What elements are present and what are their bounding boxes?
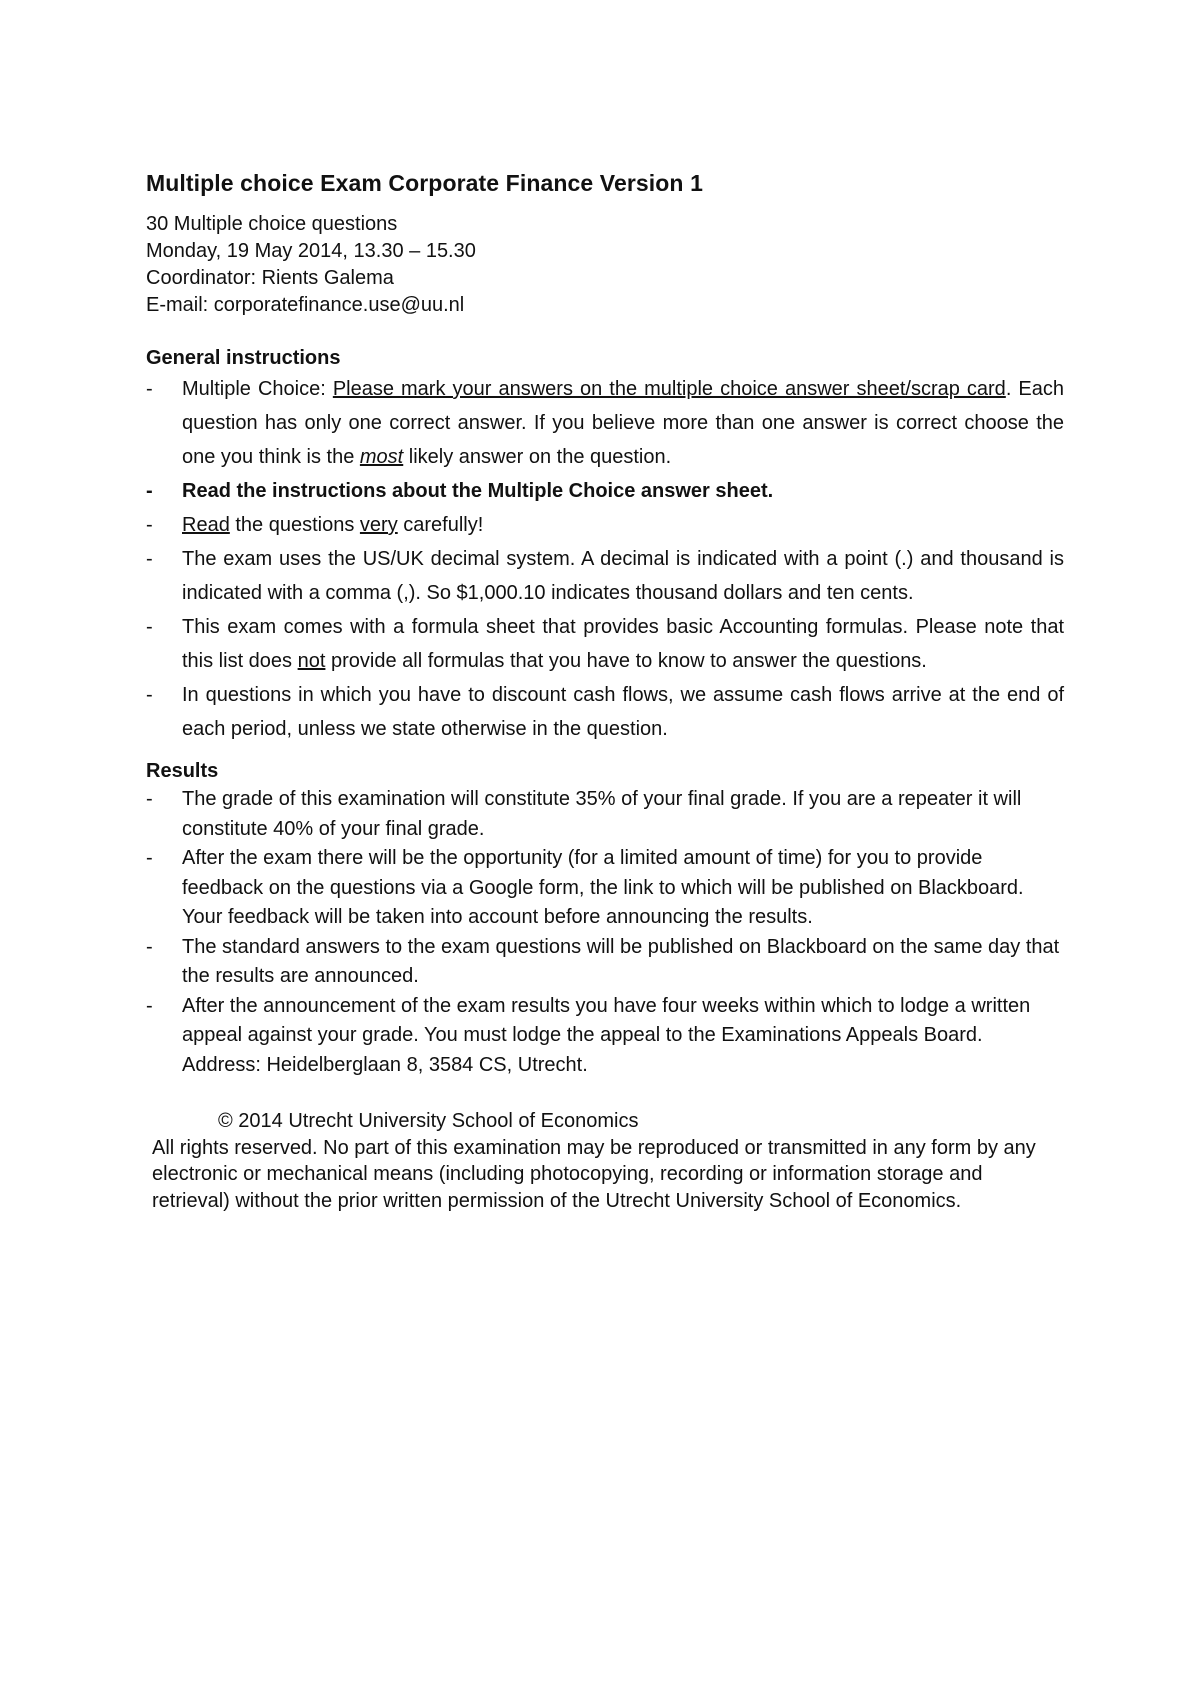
copyright-line: © 2014 Utrecht University School of Economics — [218, 1110, 639, 1132]
results-item-appeal: - After the announcement of the exam results you have four weeks within which to lodge a written appeal against your grade. You must lodge the appeal to the Examinations Appeals Board. Address: Heidelberglaan 8, 3584 CS, Utrecht. — [146, 992, 1064, 1081]
results-item-grade-weight: - The grade of this examination will constitute 35% of your final grade. If you are a repeater it will constitute 40% of your final grade. — [146, 785, 1064, 844]
instruction-item-read-carefully — [146, 508, 1064, 542]
exam-meta — [146, 211, 1064, 319]
instruction-3-mid: the questions — [229, 514, 360, 536]
instruction-5-suffix: provide all formulas that you have to know to answer the questions. — [325, 650, 927, 672]
copyright-notice — [146, 1108, 1064, 1214]
rights-reserved-text: All rights reserved. No part of this examination may be reproduced or transmitted in any form by any electronic or mechanical means (including photocopying, recording or information storage and retrieval) without the prior written permission of the Utrecht University School of Economics. — [152, 1136, 1036, 1212]
instruction-1-prefix: Multiple Choice: — [182, 378, 333, 400]
instruction-item-decimal-system: - The exam uses the US/UK decimal system. A decimal is indicated with a point (.) and thousand is indicated with a comma (,). So $1,000.10 indicates thousand dollars and ten cents. — [146, 542, 1064, 610]
instruction-item-multiple-choice — [146, 372, 1064, 474]
instruction-3-word2: very — [359, 514, 398, 536]
instruction-3-suffix: carefully! — [397, 514, 484, 536]
instruction-1-emphasis: most — [359, 446, 404, 468]
instruction-item-formula-sheet — [146, 610, 1064, 678]
instruction-1-suffix: likely answer on the question. — [403, 446, 672, 468]
general-instructions-heading: General instructions — [146, 347, 341, 369]
instruction-5-prefix: This exam comes with a formula sheet that provides basic Accounting formulas. Please note that this list does — [182, 616, 1064, 672]
general-instructions-list — [146, 372, 1064, 746]
contact-email: E-mail: corporatefinance.use@uu.nl — [146, 294, 465, 316]
question-count: 30 Multiple choice questions — [146, 213, 398, 235]
instruction-item-cash-flows: - In questions in which you have to discount cash flows, we assume cash flows arrive at the end of each period, unless we state otherwise in the question. — [146, 678, 1064, 746]
results-list — [146, 785, 1064, 1080]
results-item-standard-answers: - The standard answers to the exam questions will be published on Blackboard on the same day that the results are announced. — [146, 933, 1064, 992]
results-section — [146, 758, 1064, 1080]
results-heading: Results — [146, 760, 219, 782]
exam-datetime: Monday, 19 May 2014, 13.30 – 15.30 — [146, 240, 476, 262]
general-instructions — [146, 345, 1064, 746]
instruction-item-answer-sheet: - Read the instructions about the Multiple Choice answer sheet. — [146, 474, 1064, 508]
instruction-3-word1: Read — [182, 514, 230, 536]
exam-cover-page — [146, 170, 1064, 1214]
instruction-5-underlined: not — [297, 650, 326, 672]
results-item-feedback: - After the exam there will be the opportunity (for a limited amount of time) for you to provide feedback on the questions via a Google form, the link to which will be published on Blackboard. Your feedback will be taken into account before announcing the results. — [146, 844, 1064, 933]
instruction-1-underlined: Please mark your answers on the multiple choice answer sheet/scrap card — [332, 378, 1006, 400]
instruction-1-middle: . Each question has only one correct answer. If you believe more than one answer is correct choose the one you think is the — [182, 378, 1065, 468]
coordinator: Coordinator: Rients Galema — [146, 267, 394, 289]
page-title: Multiple choice Exam Corporate Finance Version 1 — [146, 170, 703, 196]
